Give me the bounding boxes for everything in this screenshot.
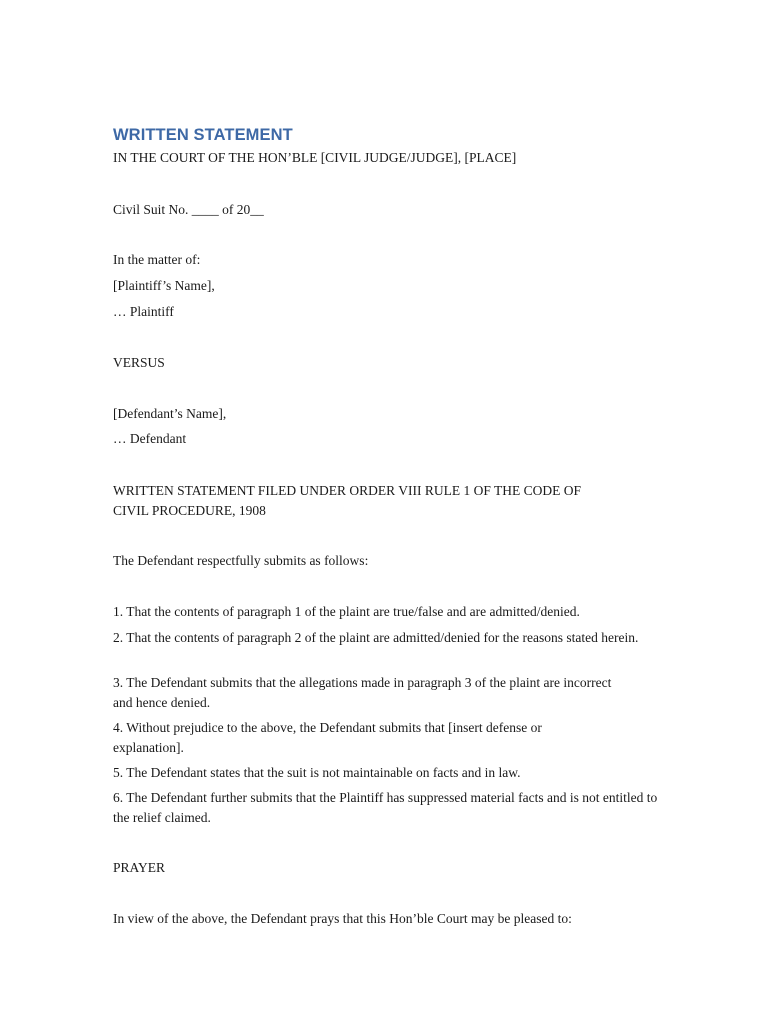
defendant-name: [Defendant’s Name], (113, 406, 227, 421)
versus-label: VERSUS (113, 355, 165, 370)
paragraph-6: 6. The Defendant further submits that the Plaintiff has suppressed material facts and is not entitled to the relief claimed. (113, 790, 658, 825)
paragraph-4: 4. Without prejudice to the above, the Defendant submits that [insert defense or explanation]. (113, 720, 542, 755)
prayer-heading: PRAYER (113, 860, 166, 875)
plaintiff-role: … Plaintiff (113, 304, 174, 319)
paragraph-3: 3. The Defendant submits that the allegations made in paragraph 3 of the plaint are incorrect and hence denied. (113, 675, 612, 710)
paragraph-2: 2. That the contents of paragraph 2 of the plaint are admitted/denied for the reasons stated herein. (113, 630, 639, 645)
document-title: WRITTEN STATEMENT (113, 126, 293, 144)
paragraph-5: 5. The Defendant states that the suit is not maintainable on facts and in law. (113, 765, 521, 780)
defendant-role: … Defendant (113, 431, 187, 446)
in-matter-of: In the matter of: (113, 252, 201, 267)
prayer-intro: In view of the above, the Defendant prays that this Hon’ble Court may be pleased to: (113, 911, 572, 926)
plaintiff-name: [Plaintiff’s Name], (113, 278, 215, 293)
paragraph-1: 1. That the contents of paragraph 1 of the plaint are true/false and are admitted/denied. (113, 604, 580, 619)
suit-number: Civil Suit No. ____ of 20__ (113, 202, 264, 217)
filing-heading: WRITTEN STATEMENT FILED UNDER ORDER VIII RULE 1 OF THE CODE OF CIVIL PROCEDURE, 1908 (113, 483, 582, 518)
intro-text: The Defendant respectfully submits as follows: (113, 553, 369, 568)
court-heading: IN THE COURT OF THE HON’BLE [CIVIL JUDGE/JUDGE], [PLACE] (113, 150, 517, 165)
